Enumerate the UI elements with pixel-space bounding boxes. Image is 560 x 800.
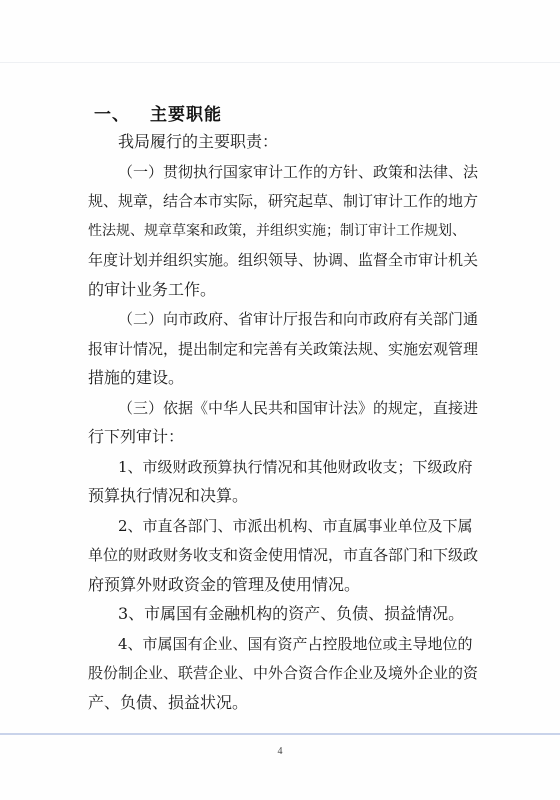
scan-artifact-line — [0, 62, 560, 63]
section-heading — [94, 100, 222, 125]
paragraph-2-line-3: 措施的建设。 — [88, 368, 185, 387]
item-4-line-2: 股份制企业、联营企业、中外合资合作企业及境外企业的资 — [88, 664, 479, 682]
paragraph-2-line-2: 报审计情况，提出制定和完善有关政策法规、实施宏观管理 — [88, 339, 479, 358]
item-1-line-1: 1、市级财政预算执行情况和其他财政收支；下级政府 — [118, 457, 473, 476]
item-3-line-1: 3、市属国有金融机构的资产、负债、损益情况。 — [118, 604, 465, 623]
paragraph-3-line-2: 行下列审计： — [88, 427, 185, 446]
page-number: 4 — [277, 746, 283, 757]
item-4-line-1: 4、市属国有企业、国有资产占控股地位或主导地位的 — [118, 634, 473, 653]
page-divider — [0, 733, 560, 735]
paragraph-1-line-1: （一）贯彻执行国家审计工作的方针、政策和法律、法 — [118, 162, 479, 181]
paragraph-2-line-1: （二）向市政府、省审计厅报告和向市政府有关部门通 — [118, 310, 479, 328]
paragraph-3-line-1: （三）依据《中华人民共和国审计法》的规定，直接进 — [118, 398, 479, 417]
item-2-line-1: 2、市直各部门、市派出机构、市直属事业单位及下属 — [118, 516, 473, 535]
paragraph-1-line-3: 性法规、规章草案和政策，并组织实施；制订审计工作规划、 — [88, 222, 466, 239]
item-2-line-3: 府预算外财政资金的管理及使用情况。 — [88, 574, 361, 594]
intro-line: 我局履行的主要职责： — [118, 132, 279, 151]
item-2-line-2: 单位的财政财务收支和资金使用情况，市直各部门和下级政 — [88, 546, 479, 564]
section-number: 一、 — [94, 105, 130, 125]
paragraph-1-line-2: 规、规章，结合本市实际，研究起草、制订审计工作的地方 — [88, 192, 479, 210]
item-1-line-2: 预算执行情况和决算。 — [88, 486, 249, 505]
section-title: 主要职能 — [150, 105, 222, 125]
paragraph-1-line-5: 的审计业务工作。 — [88, 279, 217, 299]
paragraph-1-line-4: 年度计划并组织实施。组织领导、协调、监督全市审计机关 — [88, 251, 479, 269]
item-4-line-3: 产、负债、损益状况。 — [88, 692, 249, 712]
